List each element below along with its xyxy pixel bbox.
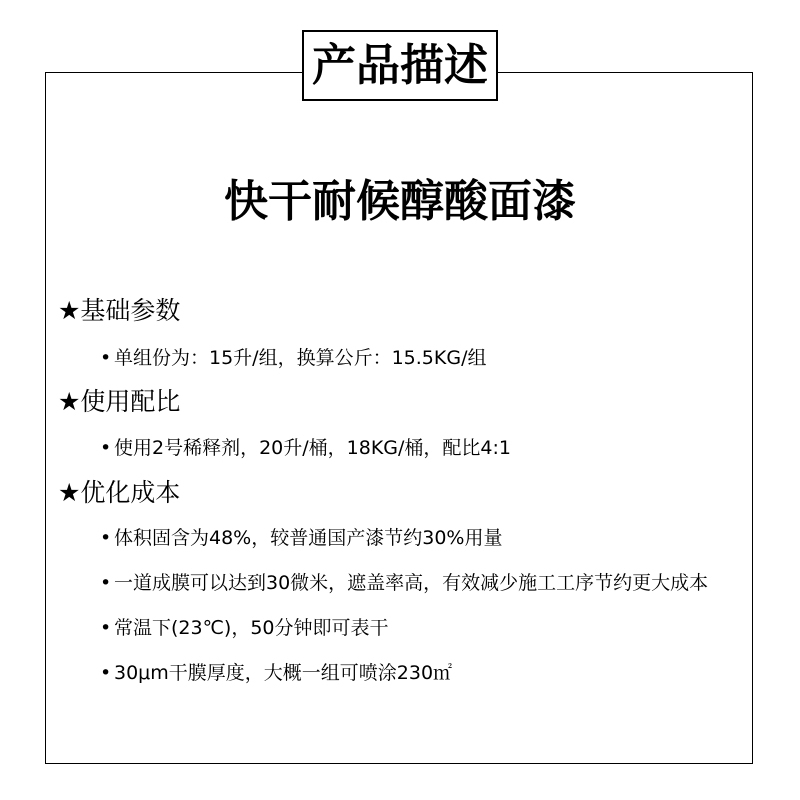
- bullet: •: [100, 527, 112, 549]
- bullet: •: [100, 437, 112, 459]
- bullet: •: [100, 617, 112, 639]
- list-item-cost-4: [100, 664, 452, 683]
- list-item-text: 一道成膜可以达到30微米，遮盖率高，有效减少施工工序节约更大成本: [114, 572, 709, 594]
- list-item-text: 体积固含为48%，较普通国产漆节约30%用量: [114, 527, 503, 549]
- bullet: •: [100, 347, 112, 369]
- list-item-text: 常温下(23℃)，50分钟即可表干: [114, 617, 389, 639]
- list-item-cost-2: [100, 574, 708, 593]
- bullet: •: [100, 662, 112, 684]
- list-item-text: 30μm干膜厚度，大概一组可喷涂230㎡: [114, 662, 453, 684]
- list-item-basic-params-1: [100, 349, 486, 368]
- product-title: 快干耐候醇酸面漆: [224, 176, 576, 227]
- section-heading-mix-ratio: ★使用配比: [58, 387, 181, 416]
- list-item-text: 单组份为：15升/组，换算公斤：15.5KG/组: [114, 347, 487, 369]
- list-item-mix-ratio-1: [100, 439, 511, 458]
- section-heading-basic-params: ★基础参数: [58, 296, 181, 325]
- list-item-cost-1: [100, 529, 502, 548]
- section-header-label: 产品描述: [312, 39, 488, 91]
- section-header: [302, 30, 498, 101]
- bullet: •: [100, 572, 112, 594]
- section-heading-cost-optimization: ★优化成本: [58, 478, 181, 507]
- list-item-text: 使用2号稀释剂，20升/桶，18KG/桶，配比4:1: [114, 437, 512, 459]
- list-item-cost-3: [100, 619, 389, 638]
